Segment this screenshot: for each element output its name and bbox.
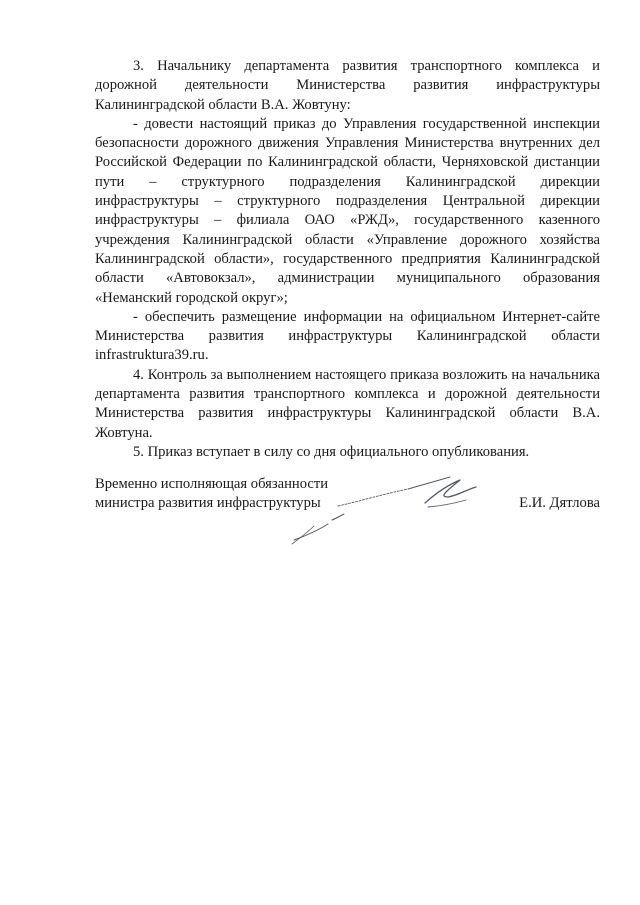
signatory-position-line-2: министра развития инфраструктуры <box>95 495 321 512</box>
signatory-position-line-1: Временно исполняющая обязанности <box>95 476 329 492</box>
order-body <box>95 57 600 462</box>
signatory-name: Е.И. Дятлова <box>519 495 600 511</box>
paragraph-5: 5. Приказ вступает в силу со дня официального опубликования. <box>133 443 530 460</box>
paragraph-3: 3. Начальнику департамента развития транспортного комплекса и дорожной деятельности Министерства развития инфраструктуры Калининградской области В.А. Жовтуну: <box>95 58 600 113</box>
paragraph-3-item-2: - обеспечить размещение информации на официальном Интернет-сайте Министерства развития инфраструктуры Калининградской области infrastruktura39.ru. <box>95 308 600 364</box>
paragraph-3-item-1: - довести настоящий приказ до Управления государственной инспекции безопасности дорожного движения Управления Министерства внутренних дел Российской Федерации по Калининградской области, Черняховской дистанции пути – структурного подразделения Калининградской дирекции инфраструктуры – структурного подразделения Центральной дирекции инфраструктуры – филиала ОАО «РЖД», государственного казенного учреждения Калининградской области «Управление дорожного хозяйства Калининградской области», государственного предприятия Калининградской области «Автовокзал», администрации муниципального образования «Неманский городской округ»; <box>95 115 600 306</box>
handwritten-signature <box>280 468 490 558</box>
paragraph-4: 4. Контроль за выполнением настоящего приказа возложить на начальника департамента развития транспортного комплекса и дорожной деятельности Министерства развития инфраструктуры Калининградской области В.А. Жовтуна. <box>95 366 600 441</box>
